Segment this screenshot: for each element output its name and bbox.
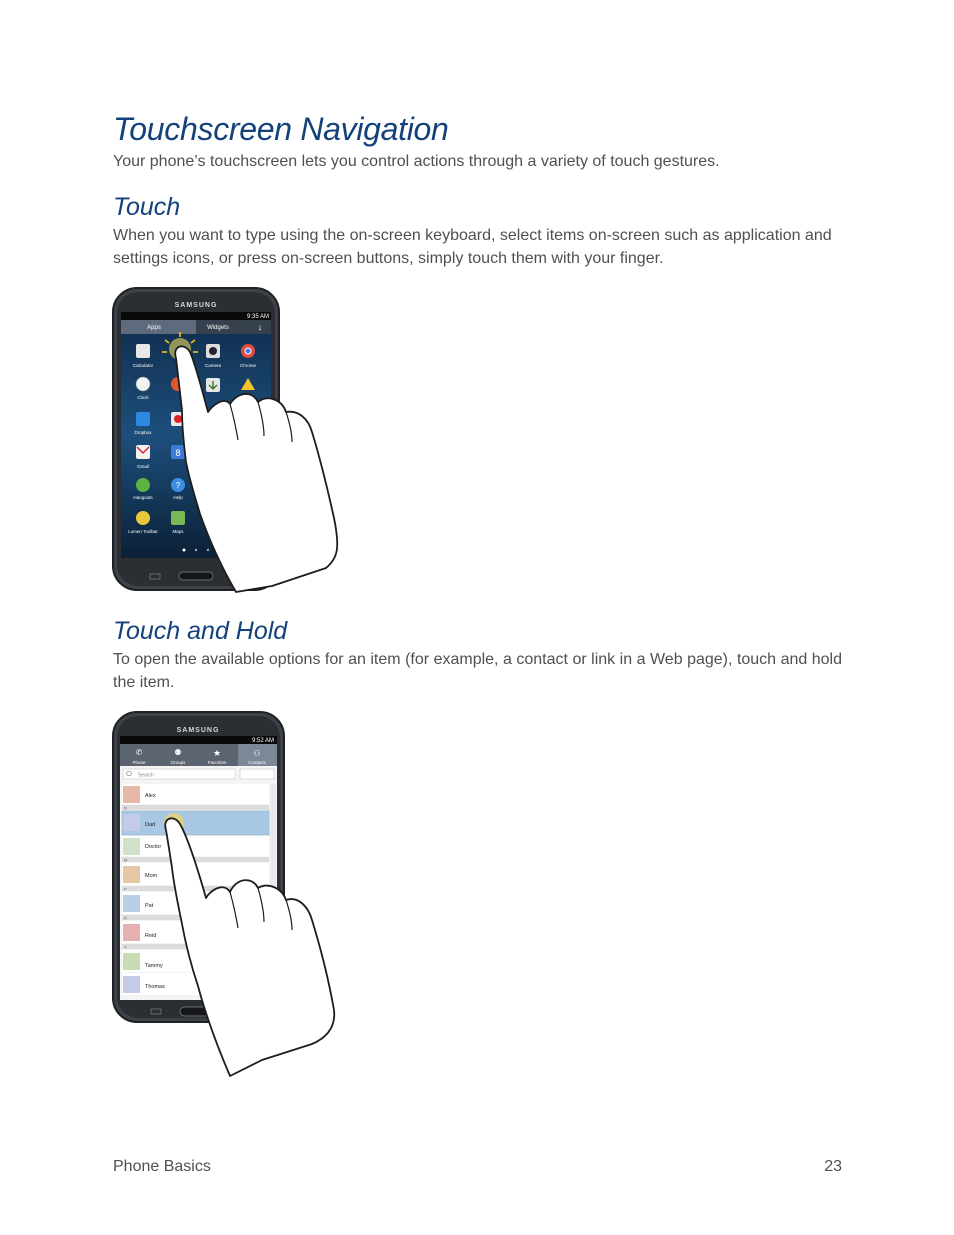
svg-text:Calculator: Calculator — [132, 363, 154, 368]
home-button — [179, 572, 213, 580]
hangouts-icon — [136, 478, 150, 492]
svg-text:D: D — [124, 805, 127, 811]
svg-text:Reid: Reid — [145, 933, 157, 939]
svg-text:Doctor: Doctor — [145, 844, 162, 850]
svg-text:Chrome: Chrome — [239, 363, 257, 368]
svg-text:Maps: Maps — [172, 529, 184, 534]
svg-text:Hangouts: Hangouts — [133, 495, 153, 500]
brand-logo: SAMSUNG — [176, 727, 220, 734]
tab-contacts: Contacts — [248, 760, 266, 765]
svg-text:Pat: Pat — [145, 903, 154, 909]
svg-text:M: M — [124, 857, 128, 863]
svg-text:★: ★ — [212, 749, 222, 759]
page-title: Touchscreen Navigation — [113, 111, 449, 147]
lumen-toolbar-icon — [136, 511, 150, 525]
svg-text:Clock: Clock — [137, 395, 149, 400]
intro-text: Your phone’s touchscreen lets you control actions through a variety of touch gestures. — [113, 153, 720, 170]
svg-text:Dropbox: Dropbox — [134, 430, 152, 435]
svg-text:⚇: ⚇ — [253, 749, 261, 758]
svg-text:P: P — [124, 886, 127, 892]
svg-text:⚉: ⚉ — [174, 748, 182, 757]
touch-and-hold-heading: Touch and Hold — [113, 617, 288, 645]
status-time: 9:35 AM — [246, 314, 269, 320]
tab-phone: Phone — [132, 760, 146, 765]
svg-text:Tammy: Tammy — [145, 963, 163, 969]
footer-page-number: 23 — [824, 1158, 842, 1175]
svg-text:Dad: Dad — [145, 822, 156, 828]
svg-text:Search: Search — [138, 772, 154, 779]
svg-text:Help: Help — [173, 495, 183, 500]
svg-text:Lumen Toolbar: Lumen Toolbar — [128, 529, 158, 534]
download-icon: ↓ — [257, 322, 263, 332]
tab-widgets: Widgets — [207, 325, 229, 331]
svg-text:Thomas: Thomas — [145, 984, 165, 990]
status-time: 9:52 AM — [251, 738, 274, 744]
touch-body: When you want to type using the on-screen keyboard, select items on-screen such as application and settings icons, or press on-screen buttons, simply touch them with your finger. — [113, 227, 832, 267]
footer-section-name: Phone Basics — [113, 1158, 211, 1175]
touch-and-hold-illustration — [112, 710, 340, 1080]
clock-icon — [136, 377, 150, 391]
svg-text:8: 8 — [175, 448, 181, 458]
brand-logo: SAMSUNG — [174, 302, 218, 309]
svg-text:✆: ✆ — [135, 748, 143, 757]
svg-text:?: ? — [175, 481, 181, 490]
tab-groups: Groups — [170, 760, 186, 765]
svg-text:Mom: Mom — [145, 873, 158, 879]
tab-favorites: Favorites — [207, 760, 227, 765]
calculator-icon — [136, 344, 150, 358]
dropbox-icon — [136, 412, 150, 426]
tab-apps: Apps — [147, 325, 161, 331]
svg-text:T: T — [124, 944, 127, 950]
svg-text:Gmail: Gmail — [137, 464, 149, 469]
touch-heading: Touch — [113, 193, 181, 221]
svg-text:Alex: Alex — [145, 793, 156, 799]
touch-and-hold-body: To open the available options for an item (for example, a contact or link in a Web page), touch and hold the item. — [113, 651, 842, 691]
add-contact-button — [240, 769, 274, 779]
svg-text:R: R — [124, 915, 127, 921]
maps-icon — [171, 511, 185, 525]
svg-text:Camera: Camera — [204, 363, 222, 368]
touch-illustration — [112, 286, 344, 598]
